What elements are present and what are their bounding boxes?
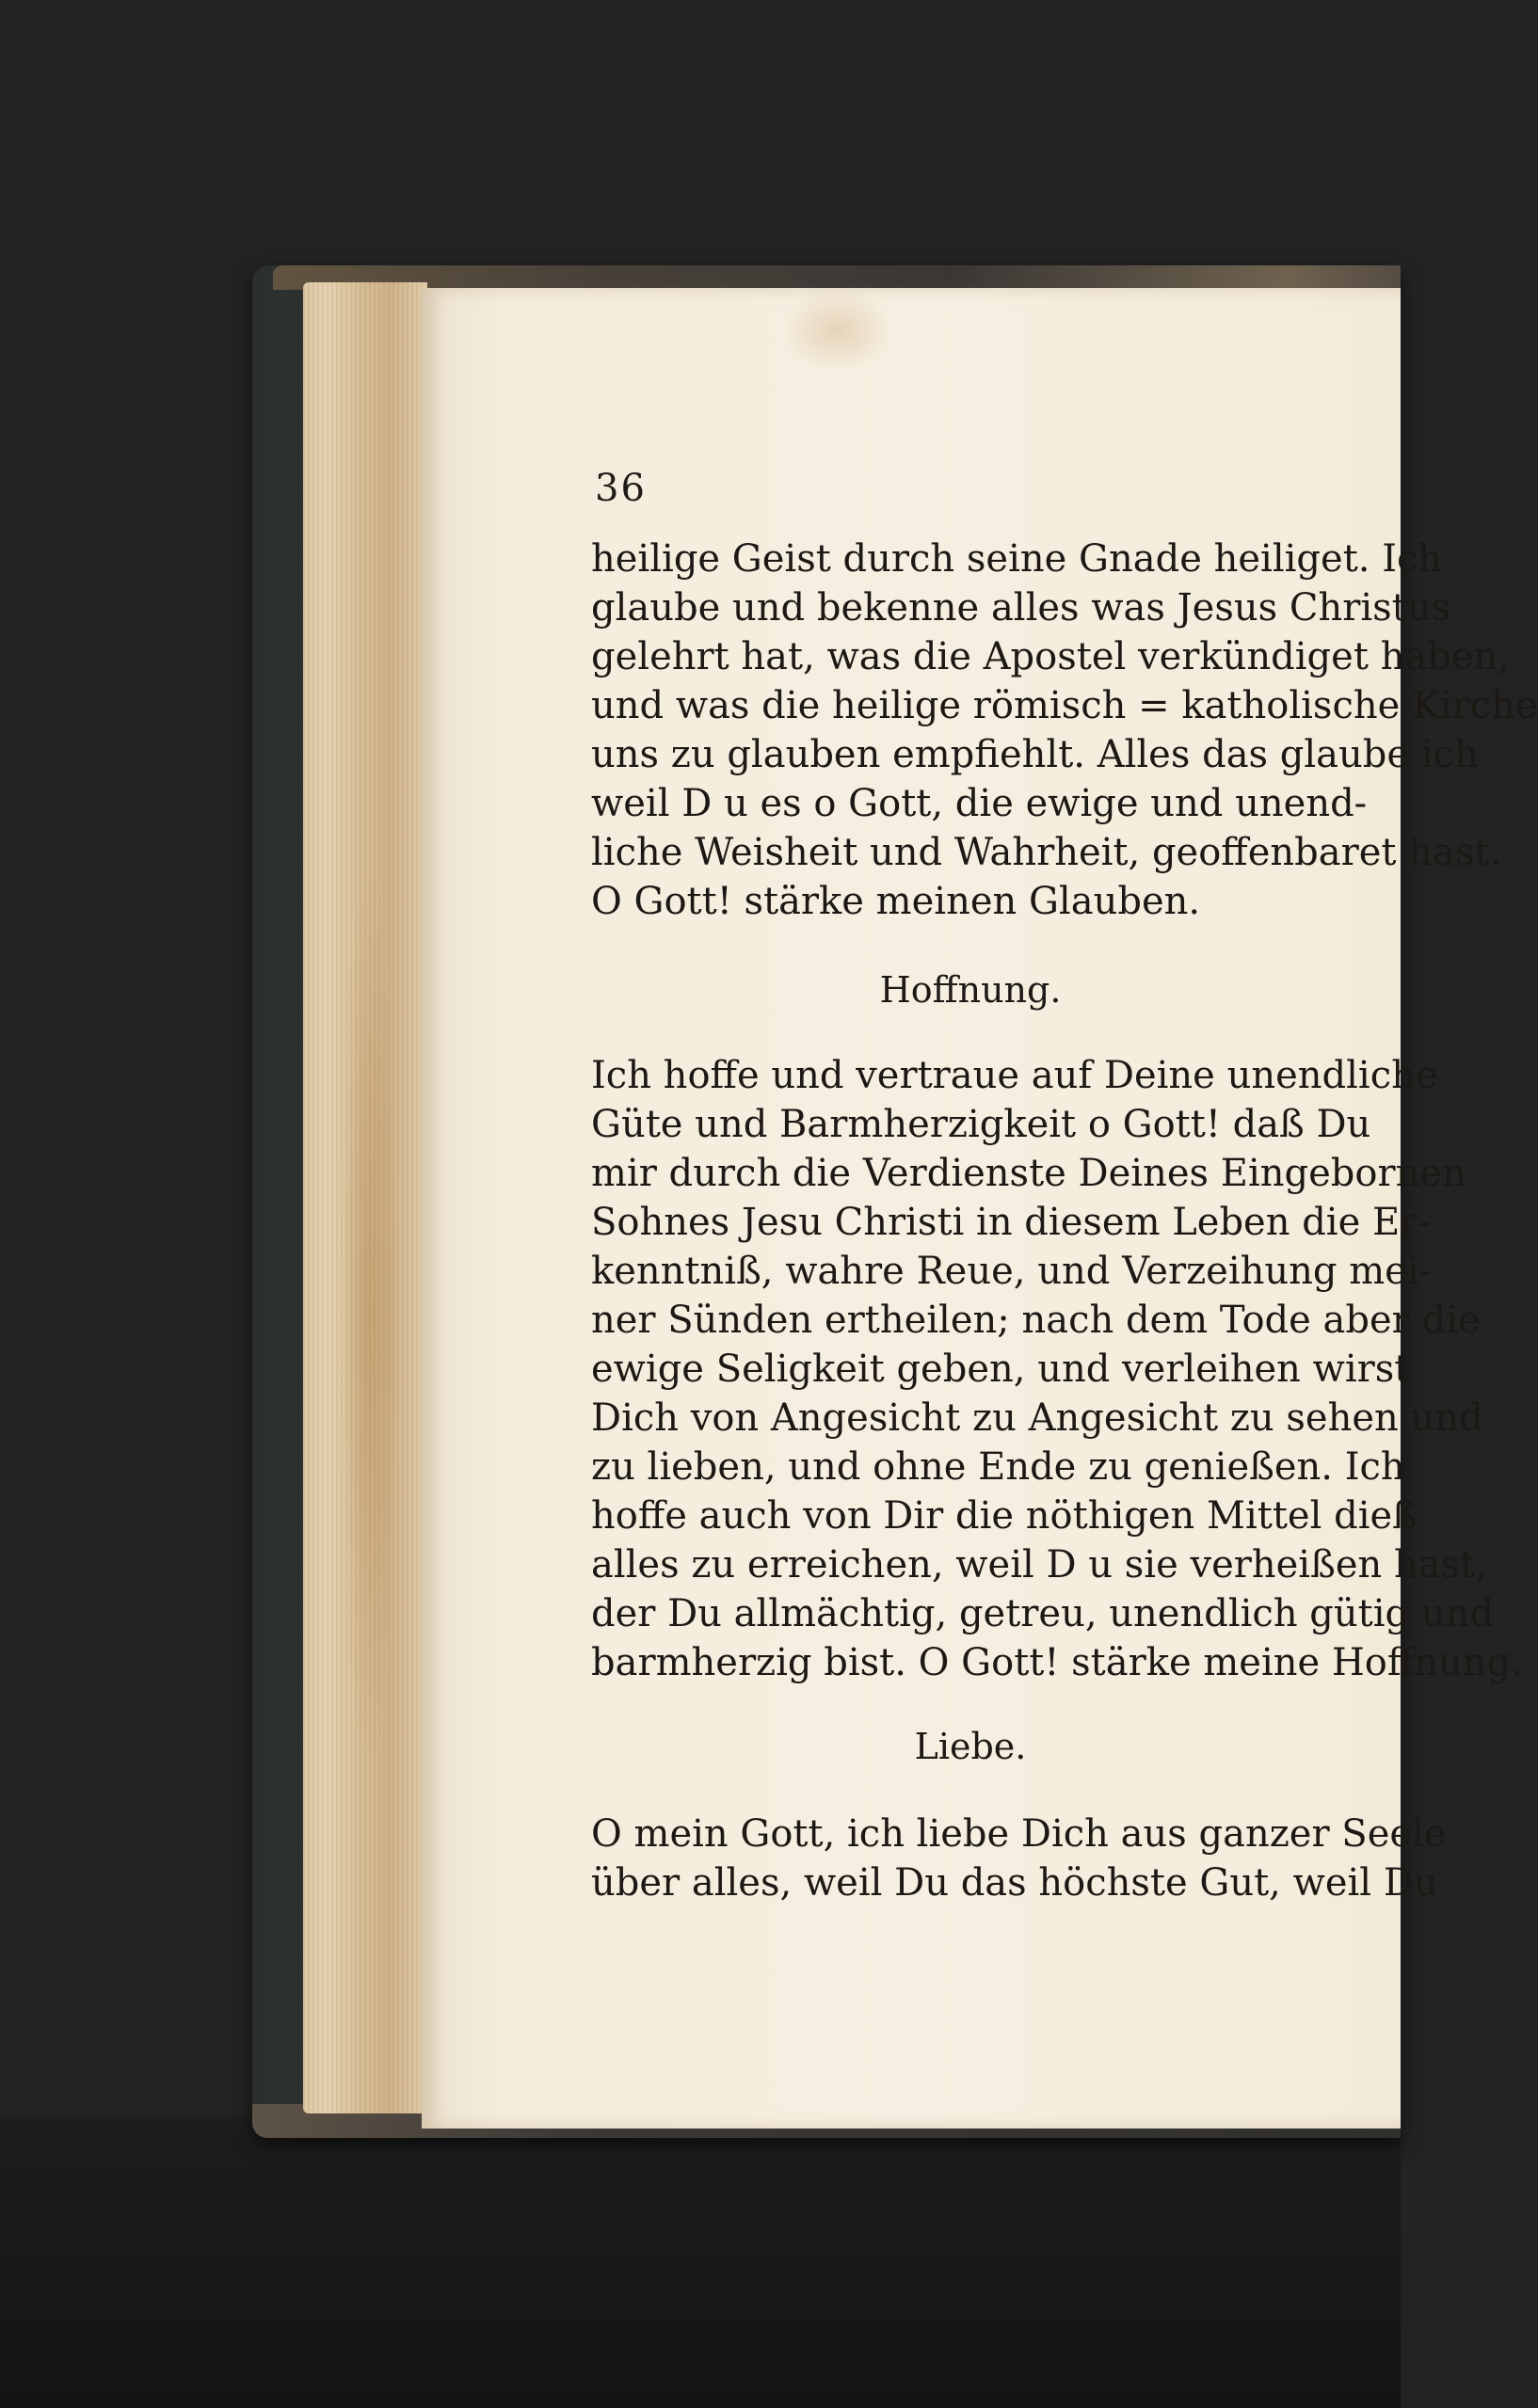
- text-line: mir durch die Verdienste Deines Eingebornen: [591, 1152, 1466, 1195]
- text-line: heilige Geist durch seine Gnade heiliget. Ich: [591, 537, 1443, 581]
- paragraph-hope: [591, 1051, 1523, 1687]
- text-line: Dich von Angesicht zu Angesicht zu sehen und: [591, 1396, 1483, 1440]
- text-line: Sohnes Jesu Christi in diesem Leben die Er-: [591, 1201, 1431, 1244]
- text-line: O Gott! stärke meinen Glauben.: [591, 880, 1201, 923]
- text-line: uns zu glauben empfiehlt. Alles das glaube ich: [591, 733, 1479, 776]
- text-line: kenntniß, wahre Reue, und Verzeihung mei-: [591, 1250, 1433, 1293]
- text-line: alles zu erreichen, weil D u sie verheißen hast,: [591, 1543, 1487, 1587]
- cover-top-edge: [273, 265, 1401, 290]
- background-shadow: [0, 2117, 1401, 2408]
- text-line: über alles, weil Du das höchste Gut, weil Du: [591, 1861, 1438, 1905]
- page-edges: [303, 282, 427, 2113]
- section-heading-hope: Hoffnung.: [879, 969, 1062, 1011]
- page-number: 36: [595, 467, 647, 510]
- text-line: ner Sünden ertheilen; nach dem Tode aber die: [591, 1299, 1481, 1342]
- text-line: barmherzig bist. O Gott! stärke meine Hoffnung.: [591, 1641, 1523, 1684]
- page-stain: [781, 288, 894, 373]
- text-line: weil D u es o Gott, die ewige und unend-: [591, 782, 1368, 825]
- text-line: ewige Seligkeit geben, und verleihen wirst: [591, 1348, 1410, 1391]
- text-line: der Du allmächtig, getreu, unendlich gütig und: [591, 1592, 1494, 1635]
- text-line: zu lieben, und ohne Ende zu genießen. Ich: [591, 1445, 1405, 1489]
- text-line: Güte und Barmherzigkeit o Gott! daß Du: [591, 1103, 1371, 1146]
- text-line: liche Weisheit und Wahrheit, geoffenbaret hast.: [591, 831, 1502, 874]
- section-heading-love: Liebe.: [914, 1726, 1027, 1767]
- paragraph-faith: [591, 534, 1538, 926]
- text-line: Ich hoffe und vertraue auf Deine unendliche: [591, 1054, 1438, 1097]
- text-line: und was die heilige römisch = katholische Kirche: [591, 684, 1538, 727]
- text-line: gelehrt hat, was die Apostel verkündiget haben,: [591, 635, 1510, 678]
- text-line: hoffe auch von Dir die nöthigen Mittel dieß: [591, 1494, 1418, 1538]
- text-line: glaube und bekenne alles was Jesus Christus: [591, 586, 1451, 630]
- text-line: O mein Gott, ich liebe Dich aus ganzer Seele: [591, 1812, 1447, 1856]
- paragraph-love: [591, 1810, 1447, 1907]
